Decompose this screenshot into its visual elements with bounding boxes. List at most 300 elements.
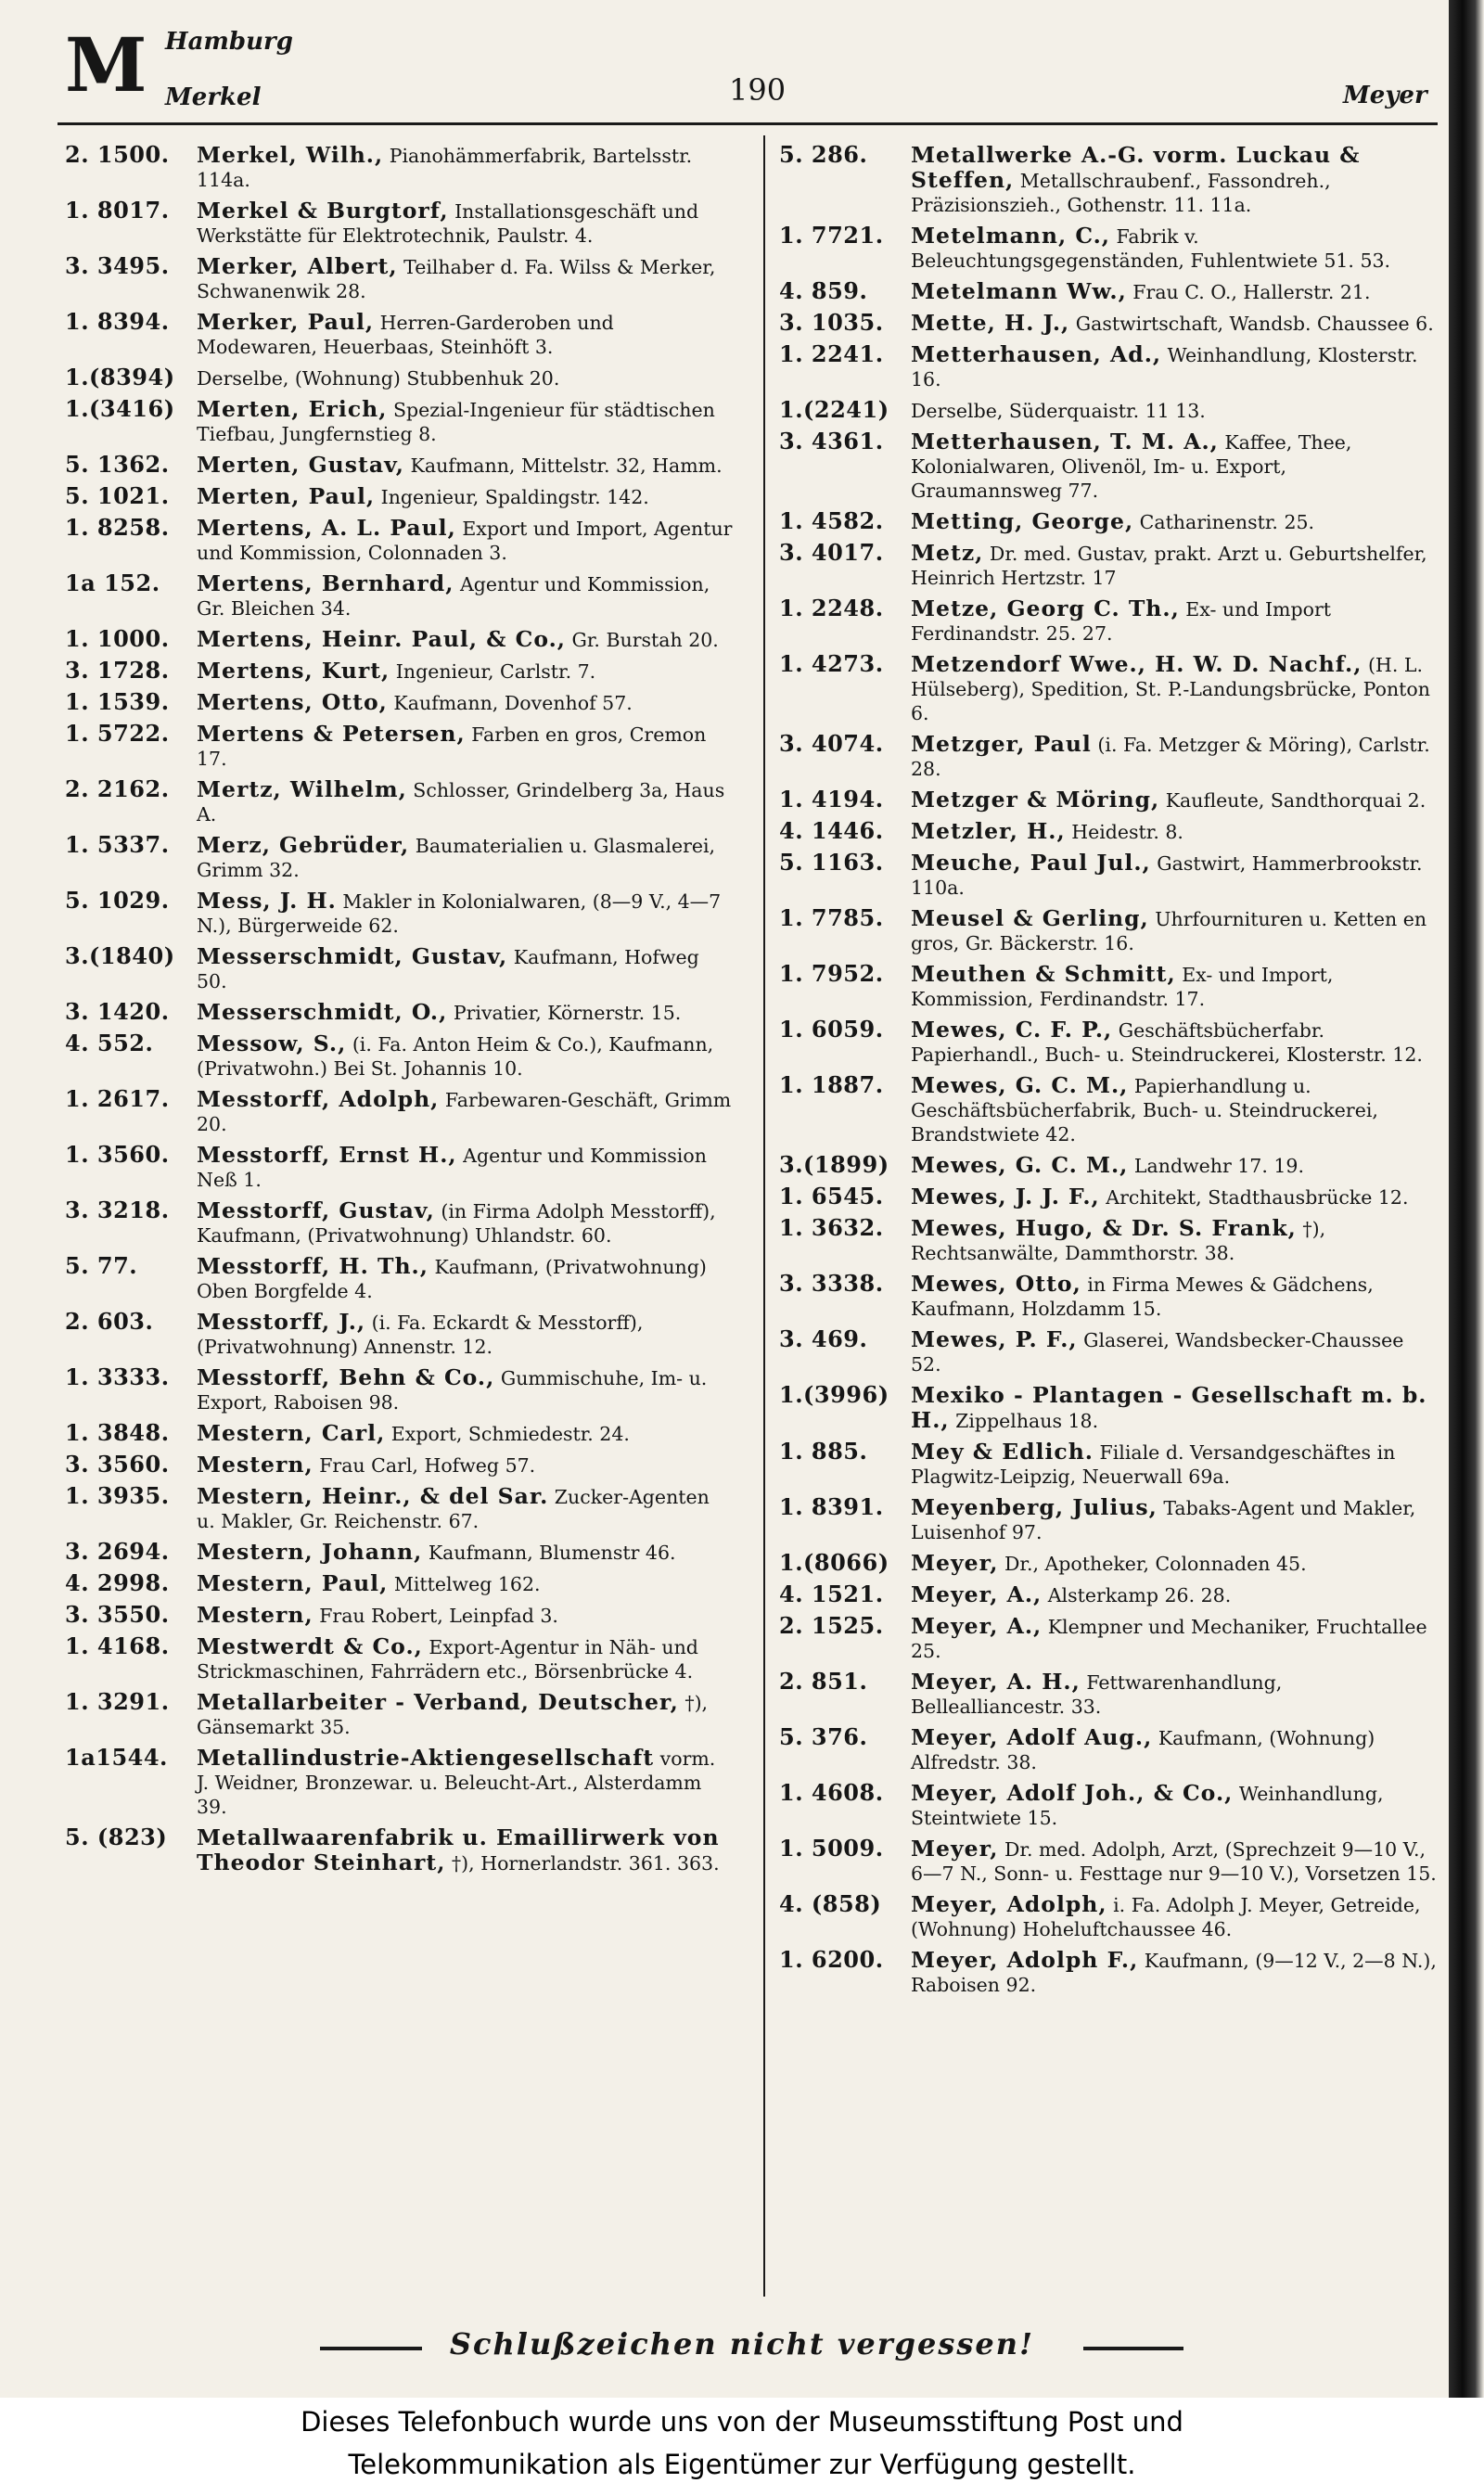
subscriber-name: Mertens & Petersen, [197, 721, 466, 747]
phone-number: 2. 1525. [779, 1612, 884, 1639]
phone-number: 3.(1899) [779, 1151, 889, 1178]
directory-entry [779, 1892, 1438, 1941]
subscriber-name: Meyer, Adolph F., [911, 1947, 1139, 1973]
subscriber-name: Metallindustrie-Aktiengesellschaft [197, 1745, 655, 1771]
phone-number: 3. 4017. [779, 539, 884, 566]
directory-entry [779, 429, 1438, 503]
directory-entry [65, 1571, 733, 1596]
subscriber-details: Metallschraubenf., Fassondreh., Präzisionszieh., Gothenstr. 11. 11a. [911, 170, 1331, 216]
phone-number: 1. 6545. [779, 1183, 884, 1210]
subscriber-name: Metzendorf Wwe., H. W. D. Nachf., [911, 651, 1362, 677]
subscriber-name: Mewes, P. F., [911, 1326, 1078, 1352]
directory-entry [65, 254, 733, 303]
subscriber-details: Alsterkamp 26. 28. [1047, 1584, 1232, 1606]
subscriber-name: Merten, Gustav, [197, 452, 404, 478]
page-number: 190 [729, 72, 787, 108]
header-rule [58, 122, 1438, 125]
directory-entry [779, 1725, 1438, 1774]
subscriber-details: Landwehr 17. 19. [1133, 1155, 1304, 1177]
directory-entry [779, 1781, 1438, 1830]
phone-number: 5. 1362. [65, 451, 170, 478]
phone-number: 1. 3291. [65, 1688, 170, 1715]
subscriber-details: Tabaks-Agent und Makler, Luisenhof 97. [911, 1497, 1416, 1543]
subscriber-details: †), Rechtsanwälte, Dammthorstr. 38. [911, 1218, 1326, 1264]
subscriber-name: Meyer, [911, 1836, 999, 1862]
subscriber-details: Dr. med. Gustav, prakt. Arzt u. Geburtshelfer, Heinrich Hertzstr. 17 [911, 543, 1427, 589]
directory-entry [779, 787, 1438, 813]
subscriber-name: Metz, [911, 540, 984, 566]
subscriber-name: Mertens, A. L. Paul, [197, 515, 456, 541]
subscriber-name: Messow, S., [197, 1030, 347, 1056]
subscriber-name: Mertens, Otto, [197, 689, 388, 715]
directory-entry [65, 1365, 733, 1414]
subscriber-details: †), Gänsemarkt 35. [197, 1692, 709, 1738]
phone-number: 1a 152. [65, 570, 160, 596]
left-column [65, 139, 733, 1875]
subscriber-details: Dr., Apotheker, Colonnaden 45. [1004, 1553, 1307, 1575]
subscriber-name: Meyer, Adolph, [911, 1891, 1107, 1917]
subscriber-details: Baumaterialien u. Glasmalerei, Grimm 32. [197, 835, 716, 881]
subscriber-details: Makler in Kolonialwaren, (8—9 V., 4—7 N.), Bürgerweide 62. [197, 890, 722, 937]
directory-entry [65, 690, 733, 715]
directory-entry [65, 777, 733, 826]
subscriber-details: Privatier, Körnerstr. 15. [453, 1002, 682, 1024]
phone-number: 3. 4074. [779, 730, 884, 757]
phone-number: 4. 552. [65, 1030, 154, 1056]
directory-entry [65, 1310, 733, 1359]
phone-number: 1. 7952. [779, 960, 884, 987]
phone-number: 1. 1000. [65, 625, 170, 652]
subscriber-name: Metallwerke A.-G. vorm. Luckau & Steffen, [911, 142, 1361, 193]
directory-entry [65, 484, 733, 509]
directory-entry [779, 1184, 1438, 1210]
subscriber-details: Export, Schmiedestr. 24. [390, 1423, 630, 1445]
directory-entry [65, 453, 733, 478]
directory-entry [65, 1746, 733, 1819]
subscriber-details: Gr. Burstah 20. [571, 629, 719, 651]
subscriber-name: Meyer, A., [911, 1581, 1043, 1607]
directory-entry [779, 1837, 1438, 1886]
phone-number: 2. 1500. [65, 141, 170, 168]
phone-number: 1. 4168. [65, 1632, 170, 1659]
directory-entry [779, 652, 1438, 725]
subscriber-details: in Firma Mewes & Gädchens, Kaufmann, Holzdamm 15. [911, 1273, 1374, 1320]
directory-entry [779, 1614, 1438, 1663]
subscriber-details: (i. Fa. Anton Heim & Co.), Kaufmann, (Privatwohn.) Bei St. Johannis 10. [197, 1033, 714, 1080]
subscriber-name: Mess, J. H. [197, 888, 337, 914]
directory-entry [65, 571, 733, 621]
subscriber-details: Gastwirt, Hammerbrookstr. 110a. [911, 852, 1423, 899]
subscriber-details: Spezial-Ingenieur für städtischen Tiefbau, Jungfernstieg 8. [197, 399, 715, 445]
subscriber-details: Geschäftsbücherfabr. Papierhandl., Buch- u. Steindruckerei, Klosterstr. 12. [911, 1019, 1423, 1066]
subscriber-details: Farbewaren-Geschäft, Grimm 20. [197, 1089, 732, 1135]
subscriber-name: Meyer, Adolf Aug., [911, 1724, 1153, 1750]
subscriber-details: Frau Robert, Leinpfad 3. [319, 1605, 558, 1627]
subscriber-name: Meuthen & Schmitt, [911, 961, 1176, 987]
city-heading: Hamburg [165, 28, 293, 56]
phone-number: 1. 3935. [65, 1482, 170, 1509]
phone-number: 3. 3495. [65, 252, 170, 279]
subscriber-details: Kaufleute, Sandthorquai 2. [1165, 789, 1426, 812]
subscriber-name: Mewes, C. F. P., [911, 1017, 1113, 1043]
directory-entry [65, 516, 733, 565]
phone-number: 1. 3632. [779, 1214, 884, 1241]
subscriber-details: Kaufmann, Blumenstr 46. [428, 1542, 676, 1564]
phone-number: 4. 1446. [779, 817, 884, 844]
directory-entry [65, 310, 733, 359]
subscriber-name: Merz, Gebrüder, [197, 832, 410, 858]
phone-number: 2. 603. [65, 1308, 154, 1335]
subscriber-details: Teilhaber d. Fa. Wilss & Merker, Schwanenwik 28. [197, 256, 716, 302]
directory-entry [779, 143, 1438, 217]
directory-entry [65, 397, 733, 446]
subscriber-details: Uhrfournituren u. Ketten en gros, Gr. Bäckerstr. 16. [911, 908, 1427, 954]
directory-entry [65, 627, 733, 652]
phone-number: 3. 3550. [65, 1601, 170, 1628]
subscriber-name: Messtorff, Gustav, [197, 1197, 435, 1223]
subscriber-name: Meyenberg, Julius, [911, 1494, 1158, 1520]
directory-entry [779, 819, 1438, 844]
directory-entry [65, 1087, 733, 1136]
directory-entry [779, 1551, 1438, 1576]
directory-entry [779, 1440, 1438, 1489]
directory-entry [779, 732, 1438, 781]
subscriber-name: Mewes, Hugo, & Dr. S. Frank, [911, 1215, 1297, 1241]
subscriber-name: Merkel & Burgtorf, [197, 198, 449, 224]
phone-number: 1. 8394. [65, 308, 170, 335]
directory-entry [65, 1540, 733, 1565]
caption-line-1: Dieses Telefonbuch wurde uns von der Museumsstiftung Post und [301, 2406, 1183, 2438]
footer-rule-right [1083, 2347, 1183, 2350]
phone-number: 4. 859. [779, 277, 868, 304]
phone-number: 5. 376. [779, 1723, 868, 1750]
subscriber-details: Ex- und Import, Kommission, Ferdinandstr. 17. [911, 964, 1334, 1010]
subscriber-name: Metterhausen, T. M. A., [911, 429, 1219, 454]
phone-number: 1. 4582. [779, 507, 884, 534]
subscriber-name: Metelmann Ww., [911, 278, 1127, 304]
phone-number: 1. 4194. [779, 786, 884, 813]
directory-entry [65, 1690, 733, 1739]
subscriber-details: Zippelhaus 18. [955, 1410, 1099, 1432]
subscriber-details: Architekt, Stadthausbrücke 12. [1106, 1186, 1409, 1209]
subscriber-name: Mertens, Heinr. Paul, & Co., [197, 626, 566, 652]
subscriber-details: (H. L. Hülseberg), Spedition, St. P.-Landungsbrücke, Ponton 6. [911, 654, 1430, 724]
phone-number: 5. 77. [65, 1252, 138, 1279]
caption-line-2: Telekommunikation als Eigentümer zur Verfügung gestellt. [348, 2449, 1136, 2480]
subscriber-details: Fabrik v. Beleuchtungsgegenständen, Fuhlentwiete 51. 53. [911, 225, 1391, 272]
directory-entry [65, 198, 733, 248]
subscriber-details: Frau C. O., Hallerstr. 21. [1132, 281, 1371, 303]
subscriber-name: Metze, Georg C. Th., [911, 595, 1180, 621]
subscriber-name: Meuche, Paul Jul., [911, 850, 1151, 876]
phone-number: 3. 1420. [65, 998, 170, 1025]
subscriber-name: Metallwaarenfabrik u. Emaillirwerk von Theodor Steinhart, [197, 1824, 720, 1875]
subscriber-details: Installationsgeschäft und Werkstätte für Elektrotechnik, Paulstr. 4. [197, 200, 699, 247]
directory-entry [779, 1216, 1438, 1265]
directory-entry [65, 833, 733, 882]
directory-entry [779, 906, 1438, 955]
subscriber-details: Weinhandlung, Klosterstr. 16. [911, 344, 1418, 390]
subscriber-details: (i. Fa. Metzger & Möring), Carlstr. 28. [911, 734, 1430, 780]
subscriber-details: Kaffee, Thee, Kolonialwaren, Olivenöl, Im- u. Export, Graumannsweg 77. [911, 431, 1352, 502]
phone-number: 1. 6200. [779, 1946, 884, 1973]
subscriber-name: Merker, Paul, [197, 309, 375, 335]
directory-entry [65, 889, 733, 938]
subscriber-name: Mestern, Heinr., & del Sar. [197, 1483, 549, 1509]
subscriber-details: Dr. med. Adolph, Arzt, (Sprechzeit 9—10 V., 6—7 N., Sonn- u. Festtage nur 9—10 V.), Vorsetzen 15. [911, 1838, 1437, 1885]
directory-entry [779, 962, 1438, 1011]
first-entry-guide: Merkel [165, 83, 262, 111]
phone-number: 1. 2617. [65, 1085, 170, 1112]
directory-entry [65, 1825, 733, 1875]
directory-entry [779, 541, 1438, 590]
directory-entry [65, 1634, 733, 1683]
subscriber-name: Mestern, [197, 1452, 313, 1478]
subscriber-details: Heidestr. 8. [1071, 821, 1183, 843]
phone-number: 1. 4608. [779, 1779, 884, 1806]
subscriber-name: Metterhausen, Ad., [911, 341, 1162, 367]
subscriber-name: Metzger, Paul [911, 731, 1092, 757]
phone-number: 3. 1728. [65, 657, 170, 684]
subscriber-details: Mittelweg 162. [393, 1573, 541, 1595]
phone-number: 5. (823) [65, 1824, 168, 1850]
directory-entry [779, 1670, 1438, 1719]
footer-note: Schlußzeichen nicht vergessen! [449, 2326, 1035, 2361]
subscriber-name: Messtorff, Behn & Co., [197, 1364, 495, 1390]
subscriber-details: Kaufmann, Mittelstr. 32, Hamm. [410, 454, 723, 477]
subscriber-details: Kaufmann, (Privatwohnung) Oben Borgfelde 4. [197, 1256, 707, 1302]
subscriber-details: (in Firma Adolph Messtorff), Kaufmann, (Privatwohnung) Uhlandstr. 60. [197, 1200, 716, 1247]
subscriber-name: Meyer, Adolf Joh., & Co., [911, 1780, 1234, 1806]
directory-entry [779, 1383, 1438, 1433]
directory-entry [65, 1421, 733, 1446]
directory-entry [779, 509, 1438, 534]
subscriber-name: Messerschmidt, O., [197, 999, 448, 1025]
directory-entry [779, 596, 1438, 646]
subscriber-name: Mertens, Kurt, [197, 658, 390, 684]
subscriber-details: vorm. J. Weidner, Bronzewar. u. Beleucht-Art., Alsterdamm 39. [197, 1747, 716, 1818]
phone-number: 1.(8066) [779, 1549, 889, 1576]
phone-number: 1. 5009. [779, 1835, 884, 1862]
directory-entry [779, 1073, 1438, 1146]
subscriber-details: Pianohämmerfabrik, Bartelsstr. 114a. [197, 145, 693, 191]
subscriber-details: i. Fa. Adolph J. Meyer, Getreide, (Wohnung) Hoheluftchaussee 46. [911, 1894, 1421, 1940]
phone-number: 1. 6059. [779, 1016, 884, 1043]
subscriber-name: Merten, Paul, [197, 483, 376, 509]
subscriber-details: Gastwirtschaft, Wandsb. Chaussee 6. [1075, 313, 1434, 335]
directory-entry [65, 944, 733, 993]
phone-number: 3.(1840) [65, 942, 175, 969]
directory-entry [65, 143, 733, 192]
phone-number: 3. 3338. [779, 1270, 884, 1297]
subscriber-details: (i. Fa. Eckardt & Messtorff), (Privatwohnung) Annenstr. 12. [197, 1312, 644, 1358]
subscriber-name: Messtorff, J., [197, 1309, 366, 1335]
subscriber-name: Metzger & Möring, [911, 787, 1160, 813]
subscriber-details: Ingenieur, Spaldingstr. 142. [380, 486, 649, 508]
subscriber-name: Meusel & Gerling, [911, 905, 1149, 931]
subscriber-name: Mestern, Paul, [197, 1570, 389, 1596]
phone-number: 3. 2694. [65, 1538, 170, 1565]
directory-entry [65, 365, 733, 390]
phone-number: 4. (858) [779, 1890, 882, 1917]
phone-number: 1.(3996) [779, 1381, 889, 1408]
subscriber-name: Merten, Erich, [197, 396, 388, 422]
phone-number: 3. 4361. [779, 428, 884, 454]
subscriber-details: Weinhandlung, Steintwiete 15. [911, 1783, 1384, 1829]
directory-entry [779, 1495, 1438, 1544]
phone-number: 1. 3333. [65, 1363, 170, 1390]
subscriber-name: Mestwerdt & Co., [197, 1633, 423, 1659]
subscriber-details: †), Hornerlandstr. 361. 363. [451, 1852, 720, 1875]
section-letter: M [65, 21, 147, 109]
phone-number: 1. 8017. [65, 197, 170, 224]
phone-number: 3. 469. [779, 1325, 868, 1352]
directory-entry [779, 311, 1438, 336]
phone-number: 1. 1887. [779, 1071, 884, 1098]
phone-number: 5. 1163. [779, 849, 884, 876]
phone-number: 1. 8391. [779, 1493, 884, 1520]
subscriber-details: Derselbe, Süderquaistr. 11 13. [911, 400, 1206, 422]
subscriber-name: Metallarbeiter - Verband, Deutscher, [197, 1689, 679, 1715]
subscriber-name: Metzler, H., [911, 818, 1066, 844]
subscriber-details: Kaufmann, (Wohnung) Alfredstr. 38. [911, 1727, 1375, 1773]
directory-entry [779, 1582, 1438, 1607]
subscriber-name: Mewes, Otto, [911, 1271, 1081, 1297]
directory-entry [65, 1198, 733, 1248]
subscriber-details: Klempner und Mechaniker, Fruchtallee 25. [911, 1616, 1427, 1662]
phone-number: 4. 1521. [779, 1581, 884, 1607]
subscriber-name: Merkel, Wilh., [197, 142, 384, 168]
subscriber-details: Gummischuhe, Im- u. Export, Raboisen 98. [197, 1367, 708, 1414]
directory-entry [779, 342, 1438, 391]
subscriber-details: Kaufmann, Hofweg 50. [197, 946, 699, 992]
directory-entry [779, 1948, 1438, 1997]
phone-number: 1. 3848. [65, 1419, 170, 1446]
subscriber-name: Mertz, Wilhelm, [197, 776, 407, 802]
phone-number: 3. 1035. [779, 309, 884, 336]
subscriber-details: Export-Agentur in Näh- und Strickmaschinen, Fahrrädern etc., Börsenbrücke 4. [197, 1636, 698, 1683]
directory-entry [779, 1018, 1438, 1067]
subscriber-details: Catharinenstr. 25. [1139, 511, 1315, 533]
directory-entry [779, 279, 1438, 304]
subscriber-details: Papierhandlung u. Geschäftsbücherfabrik, Buch- u. Steindruckerei, Brandstwiete 42. [911, 1075, 1378, 1146]
subscriber-name: Mexiko - Plantagen - Gesellschaft m. b. H., [911, 1382, 1427, 1433]
subscriber-details: Frau Carl, Hofweg 57. [319, 1454, 536, 1477]
phone-number: 1. 885. [779, 1438, 868, 1465]
directory-entry [65, 1254, 733, 1303]
subscriber-name: Mewes, G. C. M., [911, 1152, 1129, 1178]
subscriber-details: Glaserei, Wandsbecker-Chaussee 52. [911, 1329, 1404, 1376]
phone-number: 5. 1021. [65, 482, 170, 509]
last-entry-guide: Meyer [1343, 82, 1427, 109]
subscriber-details: Ex- und Import Ferdinandstr. 25. 27. [911, 598, 1331, 645]
subscriber-name: Mewes, J. J. F., [911, 1184, 1100, 1210]
directory-entry [779, 1153, 1438, 1178]
subscriber-details: Zucker-Agenten u. Makler, Gr. Reichenstr. 67. [197, 1486, 710, 1532]
directory-entry [779, 1272, 1438, 1321]
phone-number: 1. 5337. [65, 831, 170, 858]
subscriber-details: Fettwarenhandlung, Bellealliancestr. 33. [911, 1671, 1283, 1718]
phone-number: 3. 3218. [65, 1197, 170, 1223]
phone-number: 1a1544. [65, 1744, 168, 1771]
phone-number: 1.(3416) [65, 395, 175, 422]
phone-number: 1. 1539. [65, 688, 170, 715]
column-divider [763, 135, 765, 2297]
phone-number: 1. 2241. [779, 340, 884, 367]
subscriber-name: Meyer, [911, 1550, 999, 1576]
phone-number: 1. 5722. [65, 720, 170, 747]
subscriber-details: Schlosser, Grindelberg 3a, Haus A. [197, 779, 725, 826]
subscriber-details: Filiale d. Versandgeschäftes in Plagwitz-Leipzig, Neuerwall 69a. [911, 1441, 1396, 1488]
phone-number: 1. 3560. [65, 1141, 170, 1168]
subscriber-name: Meyer, A. H., [911, 1669, 1081, 1695]
subscriber-details: Kaufmann, Dovenhof 57. [393, 692, 633, 714]
phone-number: 1. 8258. [65, 514, 170, 541]
subscriber-name: Messtorff, Adolph, [197, 1086, 440, 1112]
subscriber-name: Mestern, Carl, [197, 1420, 386, 1446]
subscriber-name: Mestern, Johann, [197, 1539, 423, 1565]
phone-number: 1. 7785. [779, 904, 884, 931]
directory-entry [65, 1603, 733, 1628]
directory-entry [65, 1143, 733, 1192]
directory-entry [65, 722, 733, 771]
subscriber-details: Kaufmann, (9—12 V., 2—8 N.), Raboisen 92. [911, 1950, 1437, 1996]
phone-number: 1. 4273. [779, 650, 884, 677]
subscriber-details: Agentur und Kommission Neß 1. [197, 1145, 707, 1191]
subscriber-name: Mewes, G. C. M., [911, 1072, 1129, 1098]
directory-entry [65, 659, 733, 684]
subscriber-details: Agentur und Kommission, Gr. Bleichen 34. [197, 573, 710, 620]
phone-number: 2. 2162. [65, 775, 170, 802]
subscriber-name: Mestern, [197, 1602, 313, 1628]
directory-entry [65, 1453, 733, 1478]
subscriber-name: Mey & Edlich. [911, 1439, 1094, 1465]
subscriber-name: Merker, Albert, [197, 253, 398, 279]
subscriber-name: Mertens, Bernhard, [197, 570, 454, 596]
directory-entry [779, 224, 1438, 273]
subscriber-name: Messerschmidt, Gustav, [197, 943, 508, 969]
page-binding-edge [1449, 0, 1484, 2398]
subscriber-details: Herren-Garderoben und Modewaren, Heuerbaas, Steinhöft 3. [197, 312, 614, 358]
phone-number: 3. 3560. [65, 1451, 170, 1478]
archive-caption [0, 2398, 1484, 2479]
subscriber-name: Metelmann, C., [911, 223, 1110, 249]
subscriber-name: Meyer, A., [911, 1613, 1043, 1639]
subscriber-details: Ingenieur, Carlstr. 7. [395, 660, 596, 683]
phone-number: 1. 7721. [779, 222, 884, 249]
directory-entry [65, 1484, 733, 1533]
phone-number: 1. 2248. [779, 595, 884, 621]
directory-entry [779, 398, 1438, 423]
subscriber-details: Derselbe, (Wohnung) Stubbenhuk 20. [197, 367, 560, 390]
subscriber-details: Export und Import, Agentur und Kommission, Colonnaden 3. [197, 518, 733, 564]
directory-entry [779, 851, 1438, 900]
subscriber-name: Messtorff, H. Th., [197, 1253, 429, 1279]
subscriber-details: Farben en gros, Cremon 17. [197, 723, 707, 770]
phone-number: 1.(2241) [779, 396, 889, 423]
phone-number: 1.(8394) [65, 364, 175, 390]
directory-entry [65, 1031, 733, 1081]
phone-number: 2. 851. [779, 1668, 868, 1695]
subscriber-name: Mette, H. J., [911, 310, 1070, 336]
phone-number: 4. 2998. [65, 1569, 170, 1596]
directory-entry [65, 1000, 733, 1025]
subscriber-name: Metting, George, [911, 508, 1134, 534]
right-column [779, 139, 1438, 1997]
phone-number: 5. 286. [779, 141, 868, 168]
phone-number: 5. 1029. [65, 887, 170, 914]
directory-entry [779, 1327, 1438, 1376]
